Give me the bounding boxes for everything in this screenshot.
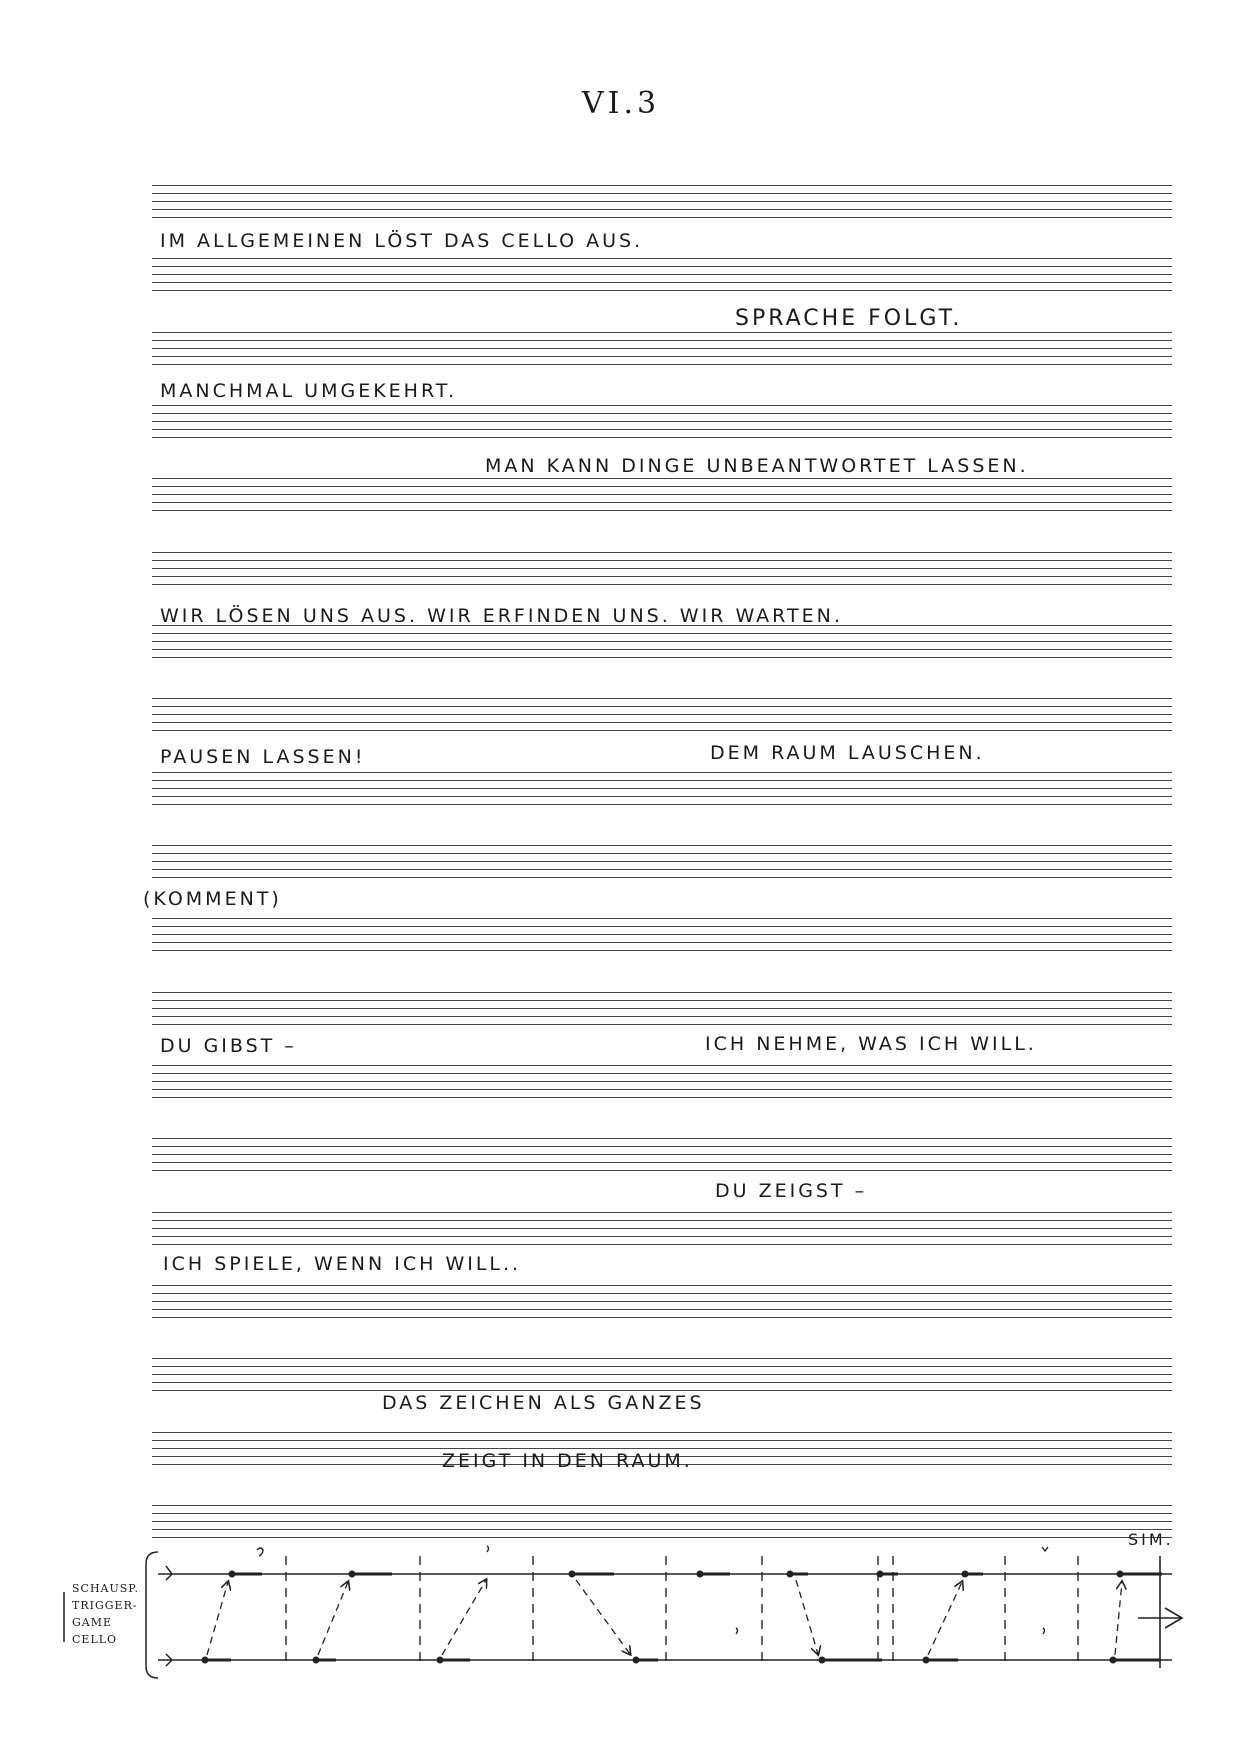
label-game: GAME: [72, 1616, 113, 1629]
text-line-7: DEM RAUM LAUSCHEN.: [710, 742, 985, 764]
staff-line: [152, 788, 1172, 789]
staff-line: [152, 405, 1172, 406]
staff-line: [152, 364, 1172, 365]
staff-line: [152, 1024, 1172, 1025]
label-trigger: TRIGGER-: [72, 1599, 138, 1612]
staff-line: [152, 1220, 1172, 1221]
staff-line: [152, 1529, 1172, 1530]
staff-line: [152, 1146, 1172, 1147]
staff-line: [152, 258, 1172, 259]
staff-line: [152, 1236, 1172, 1237]
staff-line: [152, 1228, 1172, 1229]
staff-line: [152, 698, 1172, 699]
text-line-4: MAN KANN DINGE UNBEANTWORTET LASSEN.: [485, 455, 1029, 477]
staff-line: [152, 1505, 1172, 1506]
breath-marks: [257, 1546, 1048, 1634]
staff-line: [152, 1358, 1172, 1359]
staff-line: [152, 649, 1172, 650]
text-line-8: (KOMMENT): [143, 888, 282, 910]
staff-line: [152, 429, 1172, 430]
text-line-11: DU ZEIGST –: [715, 1180, 868, 1202]
staff-line: [152, 1170, 1172, 1171]
staff-line: [152, 217, 1172, 218]
staff-line: [152, 796, 1172, 797]
text-line-12: ICH SPIELE, WENN ICH WILL..: [163, 1253, 522, 1275]
staff-line: [152, 478, 1172, 479]
staff-line: [152, 193, 1172, 194]
staff-line: [152, 340, 1172, 341]
staff-line: [152, 1065, 1172, 1066]
staff-line: [152, 942, 1172, 943]
staff-line: [152, 1212, 1172, 1213]
text-line-5: WIR LÖSEN UNS AUS. WIR ERFINDEN UNS. WIR WARTEN.: [160, 605, 843, 627]
text-line-10: ICH NEHME, WAS ICH WILL.: [705, 1033, 1037, 1055]
staff-line: [152, 1162, 1172, 1163]
label-cello: CELLO: [72, 1633, 118, 1646]
staff-line: [152, 657, 1172, 658]
staff-line: [152, 576, 1172, 577]
staff-line: [152, 1244, 1172, 1245]
staff-line: [152, 633, 1172, 634]
staff-line: [152, 706, 1172, 707]
system-bracket: [146, 1552, 158, 1678]
staff-line: [152, 926, 1172, 927]
staff-line: [152, 722, 1172, 723]
staff-line: [152, 877, 1172, 878]
staff-line: [152, 772, 1172, 773]
staff-line: [152, 201, 1172, 202]
staff-line: [152, 1390, 1172, 1391]
staff-line: [152, 560, 1172, 561]
dashed-barlines: [286, 1556, 1078, 1668]
sim-marking: SIM.: [1128, 1530, 1174, 1549]
staff-line: [152, 502, 1172, 503]
staff-line: [152, 209, 1172, 210]
staff-line: [152, 332, 1172, 333]
staff-line: [152, 950, 1172, 951]
staff-line: [152, 992, 1172, 993]
label-schausp: SCHAUSP.: [72, 1582, 139, 1595]
staff-line: [152, 1000, 1172, 1001]
staff-line: [152, 1097, 1172, 1098]
staff-line: [152, 1432, 1172, 1433]
text-line-13: DAS ZEICHEN ALS GANZES: [382, 1392, 705, 1414]
staff-line: [152, 421, 1172, 422]
staff-line: [152, 274, 1172, 275]
staff-line: [152, 552, 1172, 553]
staff-line: [152, 1537, 1172, 1538]
text-line-6: PAUSEN LASSEN!: [160, 746, 366, 768]
staff-line: [152, 1008, 1172, 1009]
staff-line: [152, 290, 1172, 291]
staff-line: [152, 185, 1172, 186]
staff-line: [152, 1073, 1172, 1074]
staff-line: [152, 356, 1172, 357]
staff-line: [152, 1301, 1172, 1302]
trigger-arrows: [207, 1580, 1122, 1655]
text-line-1: IM ALLGEMEINEN LÖST DAS CELLO AUS.: [160, 230, 644, 252]
staff-line: [152, 780, 1172, 781]
staff-line: [152, 1081, 1172, 1082]
trigger-game-system: [0, 1540, 1242, 1690]
staff-line: [152, 1309, 1172, 1310]
staff-line: [152, 1016, 1172, 1017]
staff-line: [152, 1513, 1172, 1514]
staff-line: [152, 282, 1172, 283]
staff-line: [152, 845, 1172, 846]
staff-line: [152, 494, 1172, 495]
staff-line: [152, 1138, 1172, 1139]
staff-line: [152, 641, 1172, 642]
staff-line: [152, 1089, 1172, 1090]
staff-line: [152, 918, 1172, 919]
staff-line: [152, 584, 1172, 585]
staff-line: [152, 1154, 1172, 1155]
staff-line: [152, 804, 1172, 805]
staff-line: [152, 413, 1172, 414]
staff-line: [152, 730, 1172, 731]
staff-line: [152, 1317, 1172, 1318]
staff-line: [152, 1448, 1172, 1449]
staff-line: [152, 486, 1172, 487]
staff-line: [152, 861, 1172, 862]
staff-line: [152, 510, 1172, 511]
staff-line: [152, 1366, 1172, 1367]
staff-line: [152, 1293, 1172, 1294]
staff-line: [152, 1382, 1172, 1383]
staff-line: [152, 714, 1172, 715]
page-number: VI.3: [581, 86, 661, 121]
staff-line: [152, 437, 1172, 438]
staff-line: [152, 1440, 1172, 1441]
staff-line: [152, 1285, 1172, 1286]
staff-line: [152, 934, 1172, 935]
staff-line: [152, 869, 1172, 870]
staff-line: [152, 568, 1172, 569]
staff-line: [152, 1521, 1172, 1522]
text-line-14: ZEIGT IN DEN RAUM.: [442, 1450, 693, 1472]
text-line-9: DU GIBST –: [160, 1035, 297, 1057]
staff-line: [152, 266, 1172, 267]
text-line-3: MANCHMAL UMGEKEHRT.: [160, 380, 458, 402]
staff-line: [152, 853, 1172, 854]
text-line-2: SPRACHE FOLGT.: [735, 306, 963, 331]
staff-line: [152, 1374, 1172, 1375]
staff-line: [152, 348, 1172, 349]
